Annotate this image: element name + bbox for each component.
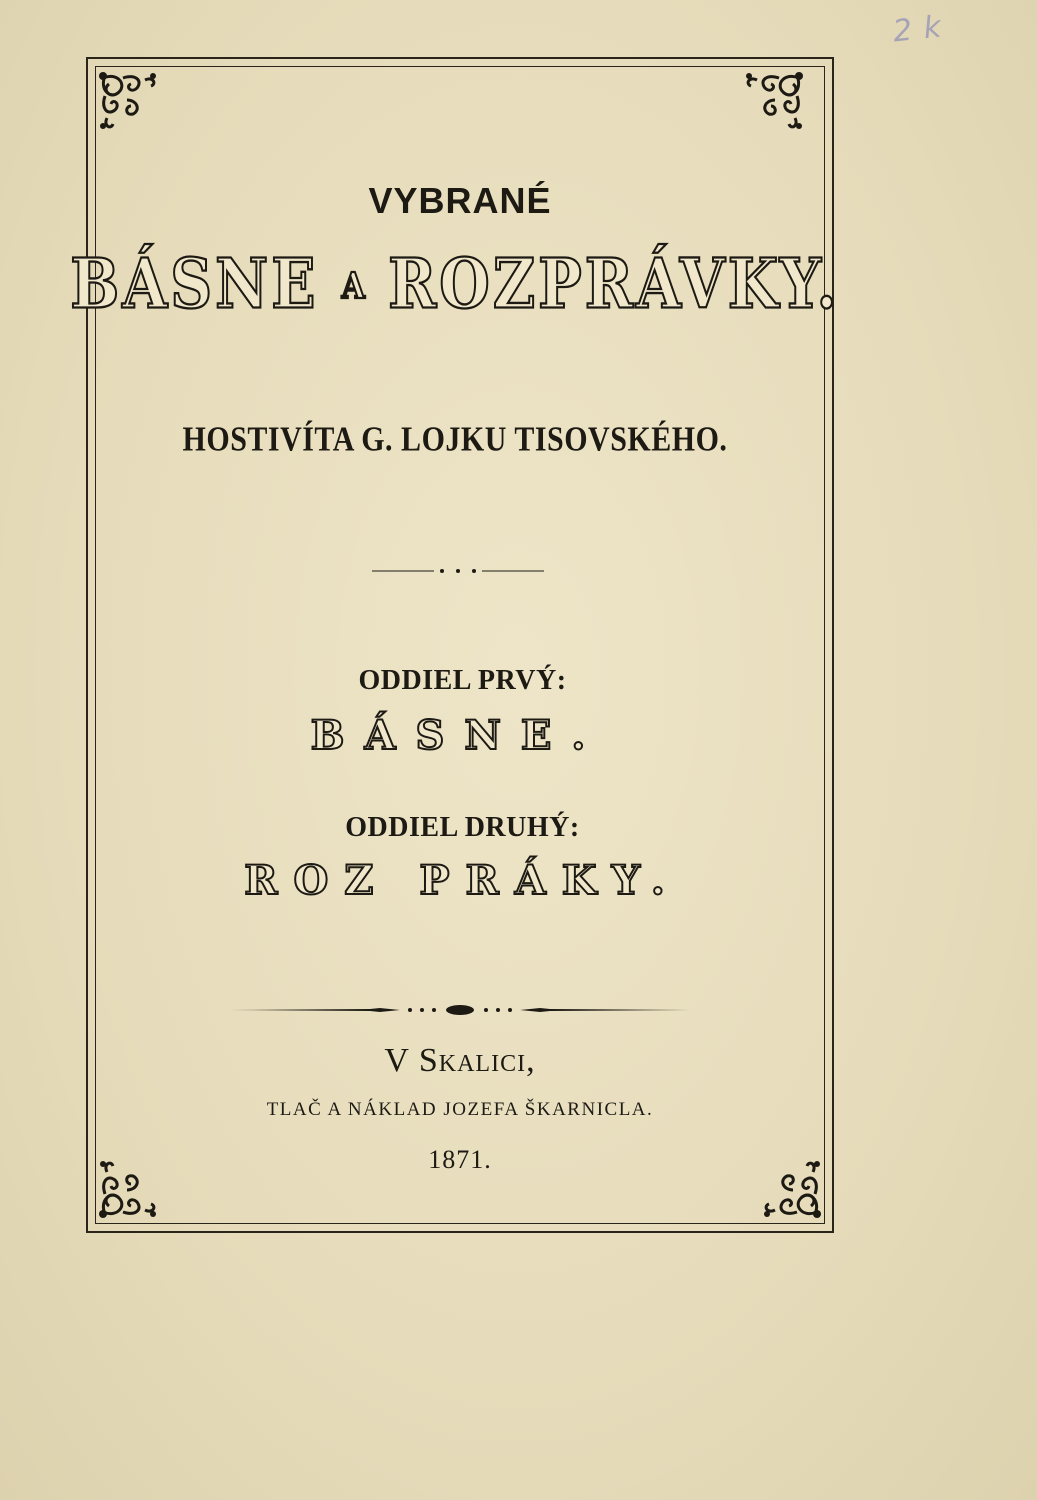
main-title: [0, 244, 910, 324]
dotted-rule-icon: [372, 561, 544, 567]
section-2-heading: ODDIEL DRUHÝ:: [345, 812, 580, 843]
title-line-vybrane: VYBRANÉ: [368, 180, 552, 221]
main-title-basne: BÁSNE: [70, 243, 319, 325]
printer-line: TLAČ A NÁKLAD JOZEFA ŠKARNICLA.: [266, 1099, 654, 1120]
main-title-rozpravky: ROZPRÁVKY.: [388, 243, 840, 325]
author-line: HOSTIVÍTA G. LOJKU TISOVSKÉHO.: [182, 420, 728, 459]
corner-flourish-icon: [739, 70, 805, 136]
main-title-conjunction: A: [341, 266, 365, 308]
section-1-title: BÁSNE.: [310, 712, 606, 759]
pencil-note: 2 k: [891, 9, 944, 50]
tapered-rule-icon: [230, 1002, 690, 1018]
publication-year: 1871.: [428, 1145, 492, 1174]
section-2-title: ROZ PRÁKY.: [244, 857, 681, 904]
place-of-publication: V Skalici,: [384, 1042, 536, 1079]
section-1-heading: ODDIEL PRVÝ:: [358, 665, 567, 696]
corner-flourish-icon: [97, 70, 163, 136]
